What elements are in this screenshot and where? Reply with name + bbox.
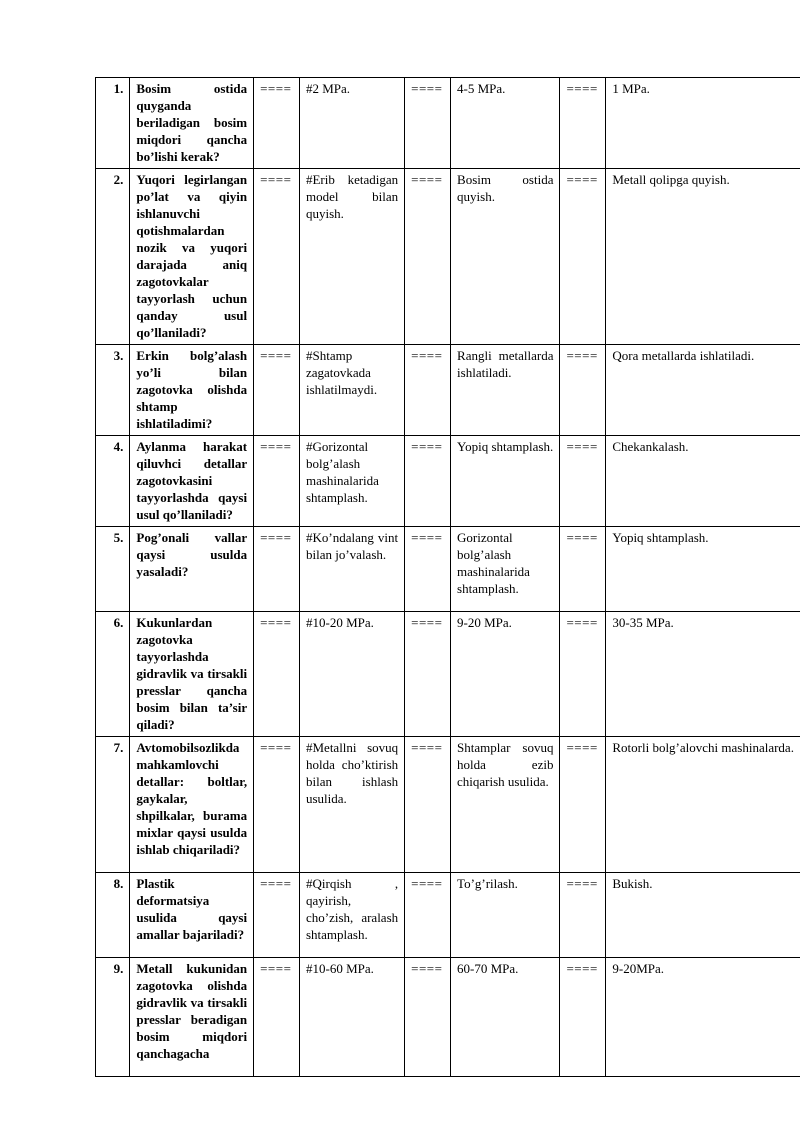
separator: ==== <box>560 169 606 345</box>
answer-option-2: 4-5 MPa. <box>451 78 560 169</box>
question-text: Pog’onali vallar qaysi usulda yasaladi? <box>130 527 254 612</box>
table-row <box>96 78 800 169</box>
question-text: Bosim ostida quyganda beriladigan bosim miqdori qancha bo’lishi kerak? <box>130 78 254 169</box>
question-text: Kukunlardan zagotovka tayyorlashda gidravlik va tirsakli presslar qancha bosim bilan ta’sir qiladi? <box>130 612 254 737</box>
separator: ==== <box>560 345 606 436</box>
table-row <box>96 958 800 1077</box>
answer-correct: #Erib ketadigan model bilan quyish. <box>299 169 404 345</box>
answer-correct: #10-60 MPa. <box>299 958 404 1077</box>
question-number: 7. <box>96 737 130 873</box>
answer-option-3: Qora metallarda ishlatiladi. <box>606 345 800 436</box>
answer-option-3: 30-35 MPa. <box>606 612 800 737</box>
answer-option-3: Metall qolipga quyish. <box>606 169 800 345</box>
table-row <box>96 873 800 958</box>
separator: ==== <box>560 873 606 958</box>
separator: ==== <box>254 78 300 169</box>
answer-correct: #Metallni sovuq holda cho’ktirish bilan ishlash usulida. <box>299 737 404 873</box>
table-row <box>96 612 800 737</box>
questions-table <box>95 77 800 1077</box>
answer-option-3: 1 MPa. <box>606 78 800 169</box>
separator: ==== <box>405 958 451 1077</box>
separator: ==== <box>254 612 300 737</box>
answer-option-3: 9-20MPa. <box>606 958 800 1077</box>
answer-option-2: Shtamplar sovuq holda ezib chiqarish usulida. <box>451 737 560 873</box>
question-number: 6. <box>96 612 130 737</box>
separator: ==== <box>560 958 606 1077</box>
separator: ==== <box>405 737 451 873</box>
answer-option-2: 60-70 MPa. <box>451 958 560 1077</box>
answer-option-2: Bosim ostida quyish. <box>451 169 560 345</box>
separator: ==== <box>405 169 451 345</box>
question-text: Metall kukunidan zagotovka olishda gidravlik va tirsakli presslar beradigan bosim miqdori qanchagacha <box>130 958 254 1077</box>
table-row <box>96 345 800 436</box>
separator: ==== <box>560 78 606 169</box>
answer-option-3: Bukish. <box>606 873 800 958</box>
question-text: Erkin bolg’alash yo’li bilan zagotovka olishda shtamp ishlatiladimi? <box>130 345 254 436</box>
separator: ==== <box>254 873 300 958</box>
question-text: Avtomobilsozlikda mahkamlovchi detallar: boltlar, gaykalar, shpilkalar, burama mixlar qaysi usulda ishlab chiqariladi? <box>130 737 254 873</box>
separator: ==== <box>254 436 300 527</box>
question-text: Yuqori legirlangan po’lat va qiyin ishlanuvchi qotishmalardan nozik va yuqori darajada aniq zagotovkalar tayyorlash uchun qanday usul qo’llaniladi? <box>130 169 254 345</box>
separator: ==== <box>254 169 300 345</box>
separator: ==== <box>405 612 451 737</box>
answer-correct: #10-20 MPa. <box>299 612 404 737</box>
question-number: 1. <box>96 78 130 169</box>
answer-correct: #Gorizontal bolg’alash mashinalarida shtamplash. <box>299 436 404 527</box>
answer-option-2: To’g’rilash. <box>451 873 560 958</box>
separator: ==== <box>560 436 606 527</box>
answer-option-2: 9-20 MPa. <box>451 612 560 737</box>
answer-option-2: Gorizontal bolg’alash mashinalarida shtamplash. <box>451 527 560 612</box>
question-number: 5. <box>96 527 130 612</box>
separator: ==== <box>405 527 451 612</box>
table-row <box>96 527 800 612</box>
table-row <box>96 436 800 527</box>
table-row <box>96 737 800 873</box>
table-row <box>96 169 800 345</box>
separator: ==== <box>254 527 300 612</box>
question-number: 2. <box>96 169 130 345</box>
separator: ==== <box>560 737 606 873</box>
question-text: Aylanma harakat qiluvhci detallar zagotovkasini tayyorlashda qaysi usul qo’llaniladi? <box>130 436 254 527</box>
answer-correct: #2 MPa. <box>299 78 404 169</box>
separator: ==== <box>405 345 451 436</box>
answer-correct: #Ko’ndalang vint bilan jo’valash. <box>299 527 404 612</box>
separator: ==== <box>560 527 606 612</box>
separator: ==== <box>254 345 300 436</box>
answer-correct: #Shtamp zagatovkada ishlatilmaydi. <box>299 345 404 436</box>
question-number: 9. <box>96 958 130 1077</box>
question-number: 4. <box>96 436 130 527</box>
answer-option-3: Chekankalash. <box>606 436 800 527</box>
answer-option-2: Rangli metallarda ishlatiladi. <box>451 345 560 436</box>
separator: ==== <box>254 958 300 1077</box>
separator: ==== <box>405 78 451 169</box>
answer-option-3: Yopiq shtamplash. <box>606 527 800 612</box>
answer-option-3: Rotorli bolg’alovchi mashinalarda. <box>606 737 800 873</box>
separator: ==== <box>405 873 451 958</box>
question-number: 3. <box>96 345 130 436</box>
separator: ==== <box>254 737 300 873</box>
separator: ==== <box>405 436 451 527</box>
answer-correct: #Qirqish , qayirish, cho’zish, aralash shtamplash. <box>299 873 404 958</box>
separator: ==== <box>560 612 606 737</box>
answer-option-2: Yopiq shtamplash. <box>451 436 560 527</box>
question-number: 8. <box>96 873 130 958</box>
question-text: Plastik deformatsiya usulida qaysi amallar bajariladi? <box>130 873 254 958</box>
